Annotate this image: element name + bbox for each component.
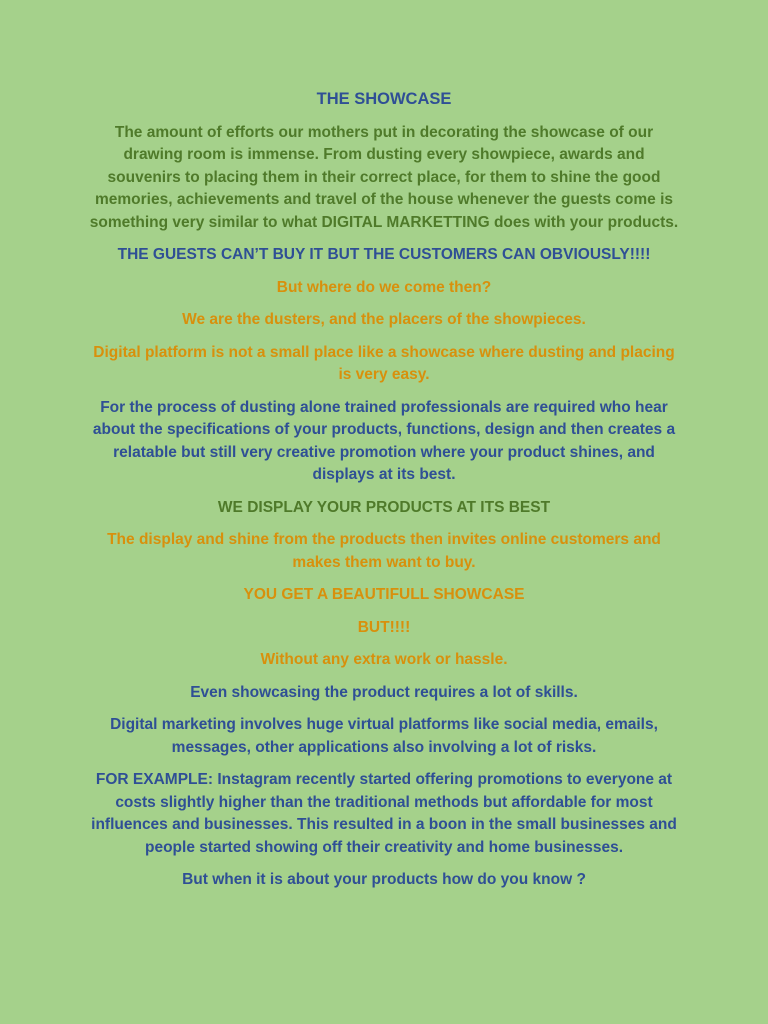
skills-paragraph: Even showcasing the product requires a lot of skills.: [190, 683, 578, 701]
document-title: THE SHOWCASE: [316, 90, 452, 108]
display-heading: WE DISPLAY YOUR PRODUCTS AT ITS BEST: [217, 498, 551, 516]
process-paragraph: For the process of dusting alone trained professionals are required who hear about the specifications of your products, functions, design and then creates a relatable but still very creative promotion where your product shines, and displays at its best.: [92, 398, 676, 483]
guests-paragraph: THE GUESTS CAN’T BUY IT BUT THE CUSTOMERS CAN OBVIOUSLY!!!!: [117, 246, 651, 263]
closing-question: But when it is about your products how do you know ?: [182, 871, 586, 888]
example-paragraph: FOR EXAMPLE: Instagram recently started offering promotions to everyone at costs slightly higher than the traditional methods but affordable for most influences and businesses. This resulted in a boon in the small businesses and people started showing off their creativity and home businesses.: [91, 771, 677, 856]
no-hassle-paragraph: Without any extra work or hassle.: [260, 651, 508, 668]
showcase-heading: YOU GET A BEAUTIFULL SHOWCASE: [243, 586, 525, 603]
platforms-paragraph: Digital marketing involves huge virtual platforms like social media, emails, messages, other applications also involving a lot of risks.: [110, 716, 658, 756]
intro-paragraph: The amount of efforts our mothers put in decorating the showcase of our drawing room is immense. From dusting every showpiece, awards and souvenirs to placing them in their correct place, for them to shine the good memories, achievements and travel of the house whenever the guests come is something very similar to what DIGITAL MARKETTING does with your products.: [89, 123, 679, 231]
platform-paragraph: Digital platform is not a small place like a showcase where dusting and placing is very easy.: [93, 343, 675, 383]
dusters-paragraph: We are the dusters, and the placers of the showpieces.: [182, 311, 586, 328]
but-heading: BUT!!!!: [357, 618, 411, 636]
display-paragraph: The display and shine from the products then invites online customers and makes them want to buy.: [107, 531, 661, 571]
question-paragraph: But where do we come then?: [276, 278, 492, 296]
